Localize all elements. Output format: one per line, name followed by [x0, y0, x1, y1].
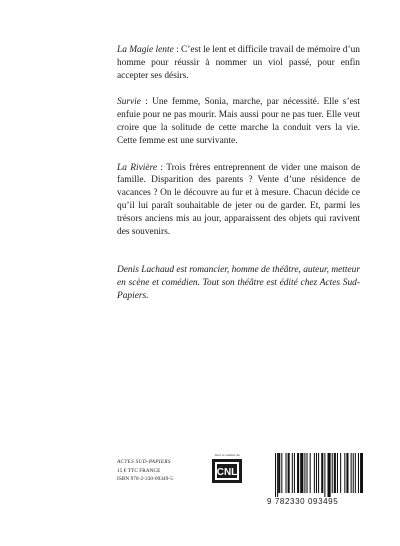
barcode-bar — [318, 453, 319, 493]
barcode-bar — [321, 453, 323, 493]
price: 15 € TTC FRANCE — [117, 467, 161, 474]
barcode-bar — [355, 453, 356, 493]
barcode-bar — [300, 453, 303, 493]
synopsis-la-riviere — [117, 162, 360, 239]
cnl-sponsor — [205, 453, 249, 488]
synopsis-la-magie-lente — [117, 44, 360, 82]
cnl-logo-text: CNL — [216, 467, 238, 478]
barcode-bar — [294, 453, 295, 493]
cnl-caption: Avec le soutien du — [214, 453, 240, 457]
barcode-bar — [351, 453, 352, 493]
barcode-digits: 9 782330 093495 — [267, 497, 339, 506]
barcode-bar — [277, 453, 278, 497]
barcode-bar — [281, 453, 282, 493]
barcode-bar — [332, 453, 333, 493]
isbn: ISBN 978-2-330-09349-5 — [117, 476, 173, 483]
barcode-bar — [304, 453, 305, 493]
synopsis-title: Survie — [117, 97, 141, 108]
barcode-bar — [344, 453, 345, 493]
barcode-bar — [292, 453, 293, 493]
isbn-barcode — [267, 453, 363, 508]
synopsis-title: La Magie lente — [117, 45, 174, 55]
synopsis-survie — [117, 96, 360, 147]
barcode-bar — [328, 453, 331, 497]
synopsis-text: : Une femme, Sonia, marche, par nécessité. Elle s’est enfuie pour ne pas mourir. Mais aussi pour ne pas tuer. Elle veut croire que la solitude de cette marche la conduit vers la vie. Cette femme est une survivante. — [117, 97, 360, 146]
synopsis-title: La Rivière — [117, 162, 158, 173]
publisher-name: ACTES SUD-PAPIERS — [117, 459, 171, 465]
barcode-bar — [324, 453, 325, 497]
cnl-logo-graphic — [212, 459, 242, 483]
barcode-bar — [334, 453, 336, 493]
synopsis-text: : Trois frères entreprennent de vider une maison de famille. Disparition des parents ? Vente d’une résidence de vacances ? On le découvre au fur et à mesure. Chacun décide ce qu’il lui paraît souhaitable de jeter ou de garder. Et, parmi les trésors anciens mis au jour, apparaissent des objets qui ravivent des souvenirs. — [117, 162, 361, 237]
synopsis-text: : C’est le lent et difficile travail de mémoire d’un homme pour réussir à nommer un viol passé, pour enfin accepter ses désirs. — [117, 45, 360, 81]
barcode-bar — [316, 453, 317, 493]
barcode-bar — [310, 453, 311, 493]
barcode-bar — [346, 453, 348, 493]
barcode-bar — [340, 453, 341, 493]
barcode-bar — [314, 453, 315, 493]
barcode-bar — [288, 453, 290, 493]
author-bio: Denis Lachaud est romancier, homme de théâtre, auteur, metteur en scène et comédien. Tout son théâtre est édité chez Actes Sud-Papiers. — [117, 265, 360, 301]
barcode-bar — [358, 453, 359, 493]
back-cover-text — [117, 44, 360, 317]
cnl-logo — [205, 459, 249, 488]
barcode-bars — [267, 453, 363, 497]
barcode-bar — [360, 453, 363, 493]
barcode-bar — [337, 453, 338, 493]
barcode-bar — [307, 453, 308, 493]
barcode-bar — [275, 453, 276, 497]
barcode-bar — [286, 453, 287, 493]
barcode-bar — [297, 453, 299, 493]
barcode-bar — [278, 453, 280, 493]
barcode-bar — [353, 453, 354, 493]
